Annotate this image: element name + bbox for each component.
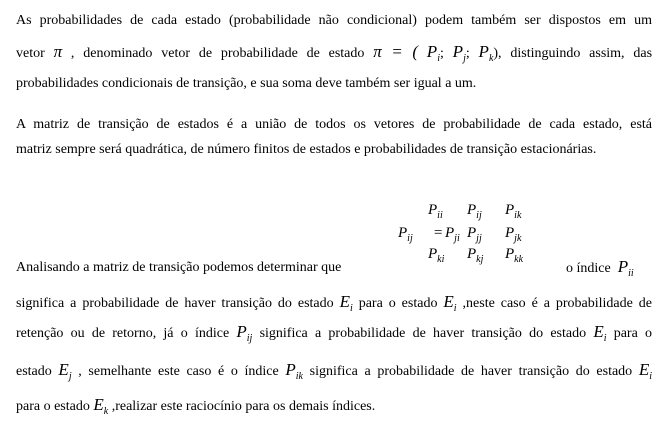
state-vector-formula: π = ( $P_i$; $P_j$; $P_k$ xyxy=(373,42,494,64)
matrix-cell: $P_{ii}$ xyxy=(428,202,443,221)
matrix-equals: = xyxy=(433,225,444,241)
matrix-cell: $P_{jk}$ xyxy=(505,225,522,244)
state-ej: $E_j$ xyxy=(58,360,72,382)
paragraph-1-line-1: As probabilidades de cada estado (probabilidade não condicional) podem também ser dispostos em um xyxy=(16,13,652,28)
paragraph-1-line-3: probabilidades condicionais de transição, e sua soma deve também ser igual a um. xyxy=(16,76,477,91)
paragraph-1-line-2 xyxy=(16,42,652,62)
matrix-cell: $P_{kk}$ xyxy=(505,246,524,265)
text-denominado: , denominado vetor de probabilidade de estado xyxy=(70,46,365,61)
matrix-cell: $P_{ki}$ xyxy=(428,246,445,265)
state-ei: $E_i$ xyxy=(593,322,607,344)
paragraph-3-line-5: para o estado $E_k$ ,realizar este raciocínio para os demais índices. xyxy=(16,395,376,417)
text-distinguindo: ), distinguindo assim, das xyxy=(493,46,653,61)
paragraph-2-line-2: matriz sempre será quadrática, de número finitos de estados e probabilidades de transição estacionárias. xyxy=(16,142,597,157)
paragraph-2-line-1: A matriz de transição de estados é a união de todos os vetores de probabilidade de cada estado, está xyxy=(16,117,652,132)
matrix-cell: $P_{ij}$ xyxy=(467,202,482,221)
index-pij: $P_{ij}$ xyxy=(236,322,253,344)
pi-symbol: π xyxy=(53,42,63,61)
paragraph-3-line-2: significa a probabilidade de haver transição do estado $E_i$ para o estado $E_i$ ,neste caso é a probabilidade de xyxy=(16,292,653,314)
state-ek: $E_k$ xyxy=(93,395,109,417)
paragraph-3-line-1 xyxy=(16,260,652,276)
text-vetor: vetor xyxy=(16,46,45,61)
matrix-cell: $P_{ji}$ xyxy=(445,225,460,244)
text-analisando: Analisando a matriz de transição podemos determinar que xyxy=(16,260,342,275)
state-ei: $E_i$ xyxy=(443,292,457,314)
paragraph-3-line-3: retenção ou de retorno, já o índice $P_{ij}$ significa a probabilidade de haver transição do estado $E_i$ para o xyxy=(16,322,653,344)
paragraph-3-line-4: estado $E_j$ , semelhante este caso é o índice $P_{ik}$ significa a probabilidade de haver transição do estado $E_i$ xyxy=(16,360,653,382)
index-pik: $P_{ik}$ xyxy=(285,360,303,382)
matrix-lhs: $P_{ij}$ xyxy=(398,225,413,244)
matrix-cell: $P_{kj}$ xyxy=(467,246,484,265)
state-ei: $E_i$ xyxy=(339,292,353,314)
indice-pii-group: o índice $P_{ii}$ xyxy=(566,257,634,279)
matrix-cell: $P_{ik}$ xyxy=(505,202,522,221)
matrix-cell: $P_{jj}$ xyxy=(467,225,482,244)
state-ei: $E_i$ xyxy=(638,360,653,382)
